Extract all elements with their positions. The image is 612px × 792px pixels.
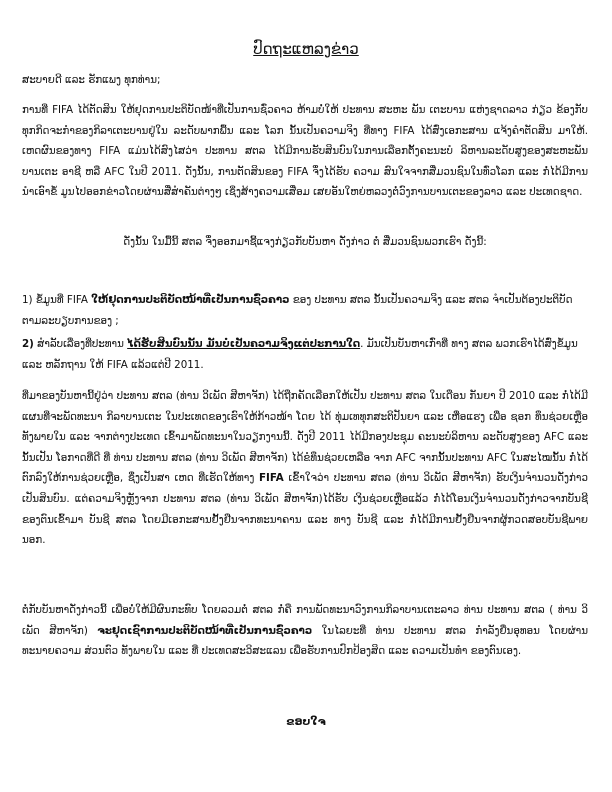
list-item-1-bold: ໃຫ້ຢຸດການປະຕິບັດໜ້າທີ່ເປັນການຊົ່ວຄາວ — [91, 294, 290, 306]
list-item-1 — [22, 290, 588, 331]
list-item-1-post: ຂອງ ປະທານ ສຕລ ນັ້ນເປັນຄວາມຈິງ ແລະ ສຕລ ຈໍາເປັນຕ້ອງປະຕິບັດ ຕາມລະບຽບການຂອງ ; — [22, 294, 573, 327]
paragraph-1: ການທີ່ FIFA ໄດ້ຕັດສິນ ໃຫ້ຢຸດການປະຕິບັດໜ້າທີ່ເປັນການຊົ່ວຄາວ ຫ້າມບໍ່ໃຫ້ ປະທານ ສະຫະ ພັນ ເຕະບານ ແຫ່ງຊາດລາວ ກ່ຽວ ຂ້ອງກັບທຸກກິດຈະກໍາຂອງກິລາເຕະບານຢູ່ໃນ ລະດັບພາກພື້ນ ແລະ ໂລກ ນັ້ນເປັນຄວາມຈິງ ທີ່ທາງ FIFA ໄດ້ສົ່ງເອກະສານ ແຈ້ງຄໍາຕັດສິນ ມາໃຫ້. ເຫດຜົນຂອງທາງ FIFA ແມ່ນໄດ້ສົງໄສວ່າ ປະທານ ສຕລ ໄດ້ມີການຮັບສິນບົນໃນການເລືອກຕັ້ງຄະນະບໍ ລິຫານລະດັບສູງຂອງສະຫະພັນບານເຕະ ອາຊີ ຫລື AFC ໃນປີ 2011. ດັ່ງນັ້ນ, ການຕັດສິນຂອງ FIFA ຈຶ່ງໄດ້ຮັບ ຄວາມ ສົນໃຈຈາກສື່ມວນຊົນໃນທົ່ວໂລກ ແລະ ກໍ່ໄດ້ມີການນໍາເອົາຂໍ້ ມູນໄປອອກຂ່າວໂດຍຜ່ານສື່ສໍາຄັນຕ່າງໆ ເຊິ່ງສ້າງຄວາມເສື່ອມ ເສຍອັນໃຫຍ່ຫລວງຕໍ່ວົງການບານເຕະຂອງລາວ ແລະ ປະເທດຊາດ. — [22, 104, 588, 199]
list-item-2-bold: ໄດ້ຮັບສິນບົນນັ້ນ ມັນບໍ່ເປັນຄວາມຈິງແຕ່ປະການໃດ — [127, 338, 361, 350]
list-item-2-post: . ມັນເປັນບັນຫາເກົ່າທີ່ ທາງ ສຕລ ພວກເຮົາໄດ້ສົ່ງຂໍ້ມູນ ແລະ ຫລັກຖານ ໃຫ້ FIFA ແລ້ວແຕ່ປີ 2011. — [22, 338, 578, 371]
paragraph-4-pre: ຕໍ່ກັບບັນຫາດັ່ງກ່າວນີ້ ເພື່ອບໍ່ໃຫ້ມີຜົນກະທົບ ໂດຍລວມຕໍ່ ສຕລ ກໍ່ຄື ການພັດທະນາວົງການກິລາບານເຕະລາວ ທ່ານ ປະທານ ສຕລ ( ທ່ານ ວິເພັດ ສີຫາຈັກ) — [22, 604, 588, 637]
list-item-2 — [22, 334, 588, 375]
paragraph-4-bold: ຈະຢຸດເຊົາການປະຕິບັດໜ້າທີ່ເປັນການຊົ່ວຄາວ — [97, 624, 313, 637]
document-title — [0, 40, 612, 58]
closing-thanks: ຂອບໃຈ — [286, 715, 326, 728]
paragraph-3-post: ເຂົ້າໃຈວ່າ ປະທານ ສຕລ (ທ່ານ ວິເພັດ ສີຫາຈັກ) ຮັບເງິນຈໍານວນດັ່ງກ່າວເປັນສິນບົນ. ແຕ່ຄວາມຈິງຫຼັງຈາກ ປະທານ ສຕລ (ທ່ານ ວິເພັດ ສີຫາຈັກ)ໄດ້ຮັບ ເງິນຊ່ວຍເຫຼືອແລ້ວ ກໍ່ໄດ້ໂອນເງິນຈໍານວນດັ່ງກ່າວຈາກບັນຊີຂອງຕົນເຂົ້າມາ ບັນຊີ ສຕລ ໂດຍມີເອກະສານຢັ້ງຢືນຈາກທະນາຄານ ແລະ ທາງ ບັນຊີ ແລະ ກໍ່ໄດ້ມີການຢັ້ງຢືນຈາກຜູ້ກວດສອບບັນຊີພາຍນອກ. — [22, 472, 588, 547]
paragraph-4 — [22, 600, 588, 662]
list-item-1-pre: ຂໍ້ມູນທີ່ FIFA — [35, 294, 92, 306]
document-title-text: ປົດຖະແຫລງຂ່າວ — [253, 40, 359, 58]
paragraph-3 — [22, 386, 588, 551]
paragraph-4-post: ໃນໄລຍະທີ່ ທ່ານ ປະທານ ສຕລ ກໍາລັງຍື່ນອຸທອນ ໂດຍຜ່ານ ທະນາຍຄວາມ ສ່ວນຕົວ ທັງພາຍໃນ ແລະ ທີ່ ປະເທດສະວິສະແລນ ເພື່ອຮັບການປົກປ້ອງສິດ ແລະ ຄວາມເປັນທໍາ ຂອງຕົນເອງ. — [22, 624, 588, 658]
list-item-1-number: 1) — [22, 294, 33, 306]
paragraph-2: ດັ່ງນັ້ນ ໃນມື້ນີ້ ສຕລ ຈຶ່ງອອກມາຊີ້ແຈງກ່ຽວກັບບັນຫາ ດັ່ງກ່າວ ຕໍ່ ສື່ມວນຊົນພວກເຮົາ ດັ່ງນີ້: — [123, 236, 487, 248]
paragraph-3-bold: FIFA — [259, 472, 284, 485]
list-item-2-pre: ສໍາລັບເລື່ອງທີ່ປະທານ — [37, 338, 128, 350]
greeting: ສະບາຍດີ ແລະ ຮັກແພງ ທຸກທ່ານ; — [22, 74, 161, 86]
paragraph-3-pre: ທີ່ມາຂອງບັນຫານີ້ຢູ່ວ່າ ປະທານ ສຕລ (ທ່ານ ວິເພັດ ສີຫາຈັກ) ໄດ້ຖືກຄັດເລືອກໃຫ້ເປັນ ປະທານ ສຕລ ໃນເດືອນ ກັນຍາ ປີ 2010 ແລະ ກໍ່ໄດ້ມີແຜນທີ່ຈະພັດທະນາ ກິລາບານເຕະ ໃນປະເທດຂອງເຮົາໃຫ້ກ້າວໜ້າ ໂດຍ ໄດ້ ທຸ່ມເທທຸກສະຕິປັນຍາ ແລະ ເຫື່ອແຮງ ເພື່ອ ຊອກ ທຶນຊ່ວຍເຫຼືອ ທັງພາຍໃນ ແລະ ຈາກຕ່າງປະເທດ ເຂົ້າມາພັດທະນາໃນວຽກງານນີ້. ດັ່ງປີ 2011 ໄດ້ມີກອງປະຊຸມ ຄະນະບໍລິຫານ ລະດັບສູງຂອງ AFC ແລະ ນັ້ນເປັນ ໂອກາດທີ່ດີ ທີ່ ທ່ານ ປະທານ ສຕລ (ທ່ານ ວິເພັດ ສີຫາຈັກ) ໄດ້ຂໍທຶນຊ່ວຍເຫລືອ ຈາກ AFC ຈາກນັ້ນປະທານ AFC ໃນສະໄໝນັ້ນ ກໍ່ໄດ້ຕົກລົງໃຫ້ການຊ່ວຍເຫຼືອ, ຊຶ່ງເປັນສາ ເຫດ ທີ່ເຮັດໃຫ້ທາງ — [22, 390, 588, 485]
list-item-2-number: 2) — [22, 338, 34, 350]
